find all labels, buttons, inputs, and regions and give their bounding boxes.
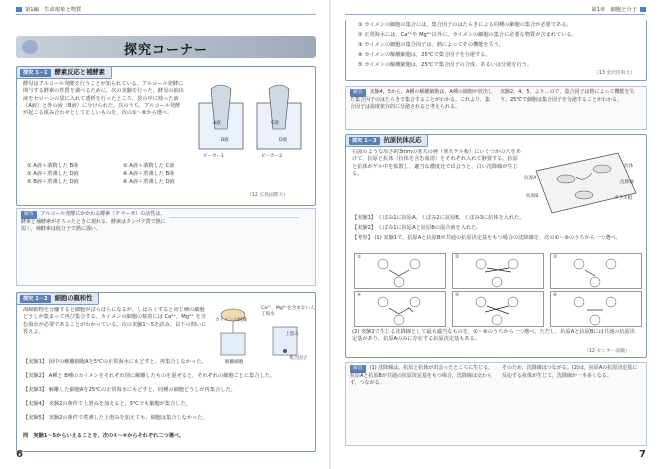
fig-label-seawater: Ca²⁺，Mg²⁺を含まない人工海水 bbox=[261, 306, 315, 317]
title-band bbox=[16, 36, 316, 58]
running-head-right: 第1章 細胞と分子 bbox=[591, 5, 646, 13]
label-c: C液 bbox=[271, 121, 279, 126]
sec3-question-2: (2) 実験2で生じる沈降線として最も適当なものを，①〜⑥のうちから一つ選べ。ただし，抗原Aと抗原Bには共通の抗原決定基があり，抗原Aのみに存在する抗原決定基もある。 bbox=[352, 329, 635, 343]
section-mark-icon bbox=[16, 7, 22, 12]
header-rule bbox=[16, 14, 316, 15]
section-2-continued bbox=[345, 20, 647, 81]
fig-antigen-b: 抗原B bbox=[526, 194, 539, 199]
answer-1-block bbox=[16, 208, 316, 286]
answer-2-pill: 解答 bbox=[350, 89, 366, 97]
beaker-figure bbox=[191, 79, 309, 159]
section-1-box bbox=[16, 66, 316, 206]
header-rule bbox=[345, 14, 645, 15]
sec3-exp-2: 【実験2】 くぼみ1に抗原Aと抗原Bの混合液を入れた。 bbox=[352, 225, 482, 231]
top-option-3: ③ カイメンの細胞の集合因子は，熱によってその機能を失う。 bbox=[358, 42, 505, 48]
fig-glass: ガラス板 bbox=[614, 196, 633, 201]
section-3-heading: 抗原抗体反応 bbox=[383, 137, 422, 144]
section-1-heading: 酵素反応と補酵素 bbox=[54, 69, 105, 76]
choice-box-4: ④ bbox=[354, 291, 446, 327]
label-b: B液 bbox=[221, 138, 229, 143]
section-2-body: 海綿動物を分離すると細胞がばらばらになるが，しばらくすると同じ種の細胞どうしが集まって再び集合する。カイメンの細胞の接着には Ca²⁺，Mg²⁺ を含む海水が必要であることがわかっている。次の実験1〜5を読み，以下の問いに答えよ。 bbox=[23, 307, 207, 335]
section-3-box bbox=[345, 134, 647, 358]
section-2-heading: 細胞の親和性 bbox=[54, 295, 93, 302]
fig-line: 沈降線 bbox=[620, 180, 634, 185]
sec3-exp-1: 【実験1】 くぼみ1に抗原A，くぼみ2に抗原B，くぼみ3に抗体を入れた。 bbox=[352, 215, 525, 221]
section-3-header bbox=[345, 134, 428, 147]
fig-label-factor: 集合因子 bbox=[289, 356, 308, 361]
top-source: （13 金沢医科大） bbox=[594, 71, 636, 76]
running-head-left: 第1編 生命現象と物質 bbox=[16, 5, 81, 13]
page-title: 探究コーナー bbox=[123, 43, 208, 58]
fig-label-cells: 解離細胞 bbox=[225, 360, 244, 365]
well-b-icon bbox=[575, 191, 593, 199]
top-option-1: ① カイメンの細胞の集合には，集合因子のはたらきによる同種の細胞の集合が必要である。 bbox=[358, 22, 572, 28]
page-number-right: 7 bbox=[639, 449, 646, 460]
fig-antigen-a: 抗原A bbox=[524, 176, 537, 181]
section-1-tag: 探究 1－1 bbox=[20, 69, 51, 77]
answer-1-continued bbox=[169, 211, 309, 281]
choice-box-1: ① bbox=[354, 253, 446, 289]
well-antibody-icon bbox=[593, 165, 611, 173]
answer-2-right: 実験2，4，5，より…ので，集合因子は熱によって機能を失う。25℃で細胞は集合因子を分泌することがわかる。 bbox=[500, 89, 635, 103]
beaker-label-1: ビーカー1 bbox=[203, 154, 225, 159]
section-2-header bbox=[16, 292, 99, 305]
fig-label-supernatant: 上澄み bbox=[285, 332, 299, 337]
top-option-4: ④ カイメンの解離細胞は，25℃で集合因子を分泌する。 bbox=[358, 52, 491, 58]
choice-grid bbox=[354, 253, 640, 325]
source-3: （12 センター試験） bbox=[584, 349, 630, 354]
choice-box-2: ② bbox=[452, 253, 544, 289]
choice-box-6: ⑥ bbox=[550, 291, 642, 327]
choice-box-5: ⑤ bbox=[452, 291, 544, 327]
sec3-exp-3: 【考察】 (1) 実験1で，抗原Aと抗原Bが共通の抗原決定基をもつ場合の沈降線を，次の①〜⑥のうちから一つ選べ。 bbox=[352, 235, 621, 241]
section-1-body: 酵母はアルコール発酵を行うことが知られている。アルコール発酵に関与する酵素の性質を調べるために，次の実験を行った。酵母の抽出液をセロハンの袋に入れて透析を行ったところ，袋の中に残った液（A液）と外の液（B液）に分けられた。次のうち，アルコール発酵が起こる組み合わせとして正しいものを，次の①〜⑥から選べ。 bbox=[23, 81, 184, 117]
section-3-tag: 探究 1－3 bbox=[349, 137, 380, 145]
top-option-2: ② 正常海水には，Ca²⁺や Mg²⁺以外に，カイメンの細胞の集合に必要な物質が含まれている。 bbox=[358, 32, 577, 38]
beaker-label-2: ビーカー2 bbox=[261, 154, 283, 159]
option-1: ① A液＋酒精した B液 bbox=[27, 163, 79, 169]
exp-4: 【実験4】 実験2の条件で上澄みを加えると，5℃でも細胞が集合した。 bbox=[23, 401, 191, 407]
section-2-tag: 探究 1－2 bbox=[20, 295, 51, 303]
section-3-body: 右図のような厚さ約3mmの寒天の層（寒天ゲル板）にいくつかの穴をあけて，抗原と抗体（抗体を含む血清）をそれぞれ入れて静置する。抗原と抗体がゲル中を拡散し，適当な濃度比で出会うと，白い沈降線が生じる。 bbox=[352, 149, 521, 177]
exp-5: 【実験5】 実験2の条件で煮沸した上澄みを加えても，細胞は集合しなかった。 bbox=[23, 415, 208, 421]
answer-2-left: 解答 実験4，5から，A種の解離細胞は，A種の細胞が放出した集合因子のはたらきで集合することがわかる。これより，集合因子は温度依存的に分泌されると考えられる。 bbox=[350, 89, 493, 110]
right-page bbox=[331, 0, 660, 469]
answer-2-block bbox=[345, 86, 647, 130]
fig-antibody: 抗体 bbox=[624, 164, 634, 169]
page-number-left: 6 bbox=[16, 449, 23, 460]
tube-1-icon bbox=[221, 333, 245, 355]
label-a: A液 bbox=[213, 121, 221, 126]
label-d: D液 bbox=[279, 138, 288, 143]
option-6: ⑥ A液＋煮沸した D液 bbox=[123, 179, 175, 185]
section-2-box bbox=[16, 292, 316, 452]
option-4: ④ A液＋煮沸した B液 bbox=[123, 171, 175, 177]
section-1-header bbox=[16, 66, 112, 79]
option-2: ② A液＋酒精した C液 bbox=[123, 163, 175, 169]
exp-3: 【実験3】 解離した細胞Aを25℃の正常海水にもどすと，同種の細胞どうしが再集合した。 bbox=[23, 387, 236, 393]
exp-2: 【実験2】 A種と B種のカイメンをそれぞれ別に解離したものを混ぜると，それぞれの細胞ごとに集合した。 bbox=[23, 373, 276, 379]
fig-label-tissue: カイメンの組織 bbox=[215, 318, 247, 323]
answer-3-block bbox=[345, 362, 647, 446]
option-5: ⑤ B液＋煮沸した D液 bbox=[27, 179, 79, 185]
answer-3-pill: 解答 bbox=[350, 365, 366, 373]
well-a-icon bbox=[557, 175, 575, 183]
answer-3-left: 解答 (1) 沈降線は，抗原と抗体が出会ったところに生じる。抗原Aと抗原Bが共通の抗原決定基をもつ場合，沈降線は交わらず，つながる。 bbox=[350, 365, 494, 386]
option-3: ③ A液＋煮沸した D液 bbox=[27, 171, 79, 177]
answer-1-pill: 解答 bbox=[21, 211, 37, 219]
source-1: （12 広島国際大） bbox=[247, 193, 289, 198]
exp-1: 【実験1】 図中の解離細胞Aを5℃の正常海水にもどすと，再集合しなかった。 bbox=[23, 359, 207, 365]
section-mark-icon bbox=[640, 7, 646, 12]
top-option-5: ⑤ カイメンの解離細胞は，25℃で集合因子の合成，あるいは分泌を行う。 bbox=[358, 62, 533, 68]
answer-1-text: 解答 アルコール発酵にかかわる酵素（チマーゼ）の活性は，酵素と補酵素がそろったときに現れる。酵素はタンパク質で熱に弱く，補酵素は低分子で熱に強い。 bbox=[21, 211, 166, 232]
answer-3-right: そのため，沈降線はつながる。(2)は，抗原Aの抗原決定基に反応する抗体が生じて，沈降線が一本多くなる。 bbox=[502, 365, 638, 379]
choice-box-3: ③ bbox=[550, 253, 642, 289]
question-2: 問 実験1〜5からいえることを，次の①〜⑥からそれぞれ二つ選べ。 bbox=[23, 433, 185, 439]
